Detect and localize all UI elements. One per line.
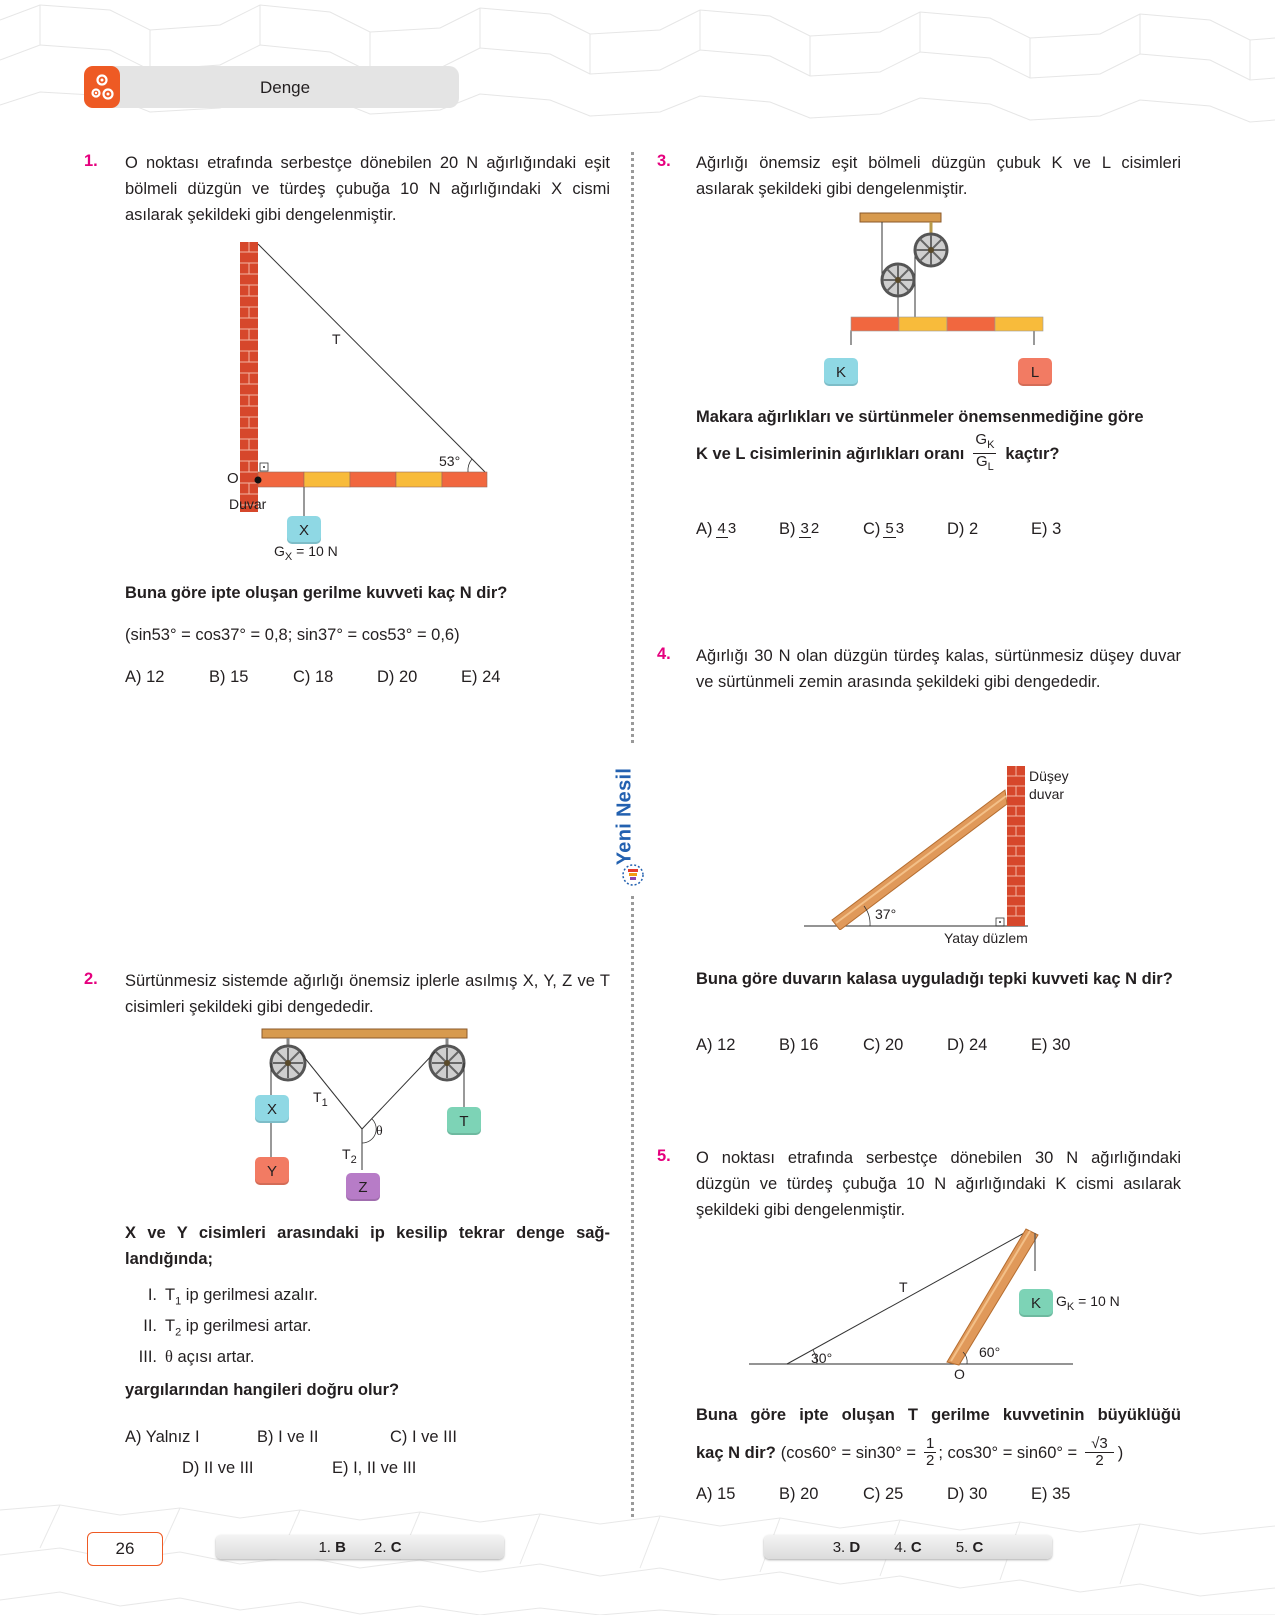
plank	[832, 790, 1007, 930]
q5-option-e[interactable]: E) 35	[1031, 1485, 1071, 1503]
q5-option-b[interactable]: B) 20	[779, 1485, 819, 1503]
box-z: Z	[346, 1173, 380, 1201]
q4-floor-label: Yatay düzlem	[944, 930, 1028, 946]
q2-options-row1	[125, 1428, 457, 1447]
pulley-right	[430, 1038, 464, 1080]
q5-text: O noktası etrafında serbestçe dönebilen 30 N ağırlığındaki düzgün ve türdeş çubuğa 10 N ağırlığındaki K cismi asılarak şekildeki gibi dengelenmiştir.	[696, 1149, 1181, 1219]
answer-4: 4. C	[894, 1538, 922, 1556]
q4-text: Ağırlığı 30 N olan düzgün türdeş kalas, sürtünmesiz düşey duvar ve sürtünmeli zemin arasında şekildeki gibi dengededir.	[696, 647, 1181, 691]
q4-option-d[interactable]: D) 24	[947, 1036, 988, 1054]
q3-question-line1: Makara ağırlıkları ve sürtünmeler önemsenmediğine göre	[696, 408, 1144, 426]
q4-wall-label-1: Düşey	[1029, 768, 1069, 784]
answer-2: 2. C	[374, 1538, 402, 1556]
hex-pattern-bottom	[0, 1480, 1275, 1615]
q3-option-e[interactable]: E) 3	[1031, 520, 1062, 538]
q1-pivot-label: O	[227, 470, 239, 487]
q3-rod	[851, 317, 1043, 331]
q4-wall-label-2: duvar	[1029, 786, 1065, 802]
answer-5: 5. C	[955, 1538, 984, 1556]
q3-text: Ağırlığı önemsiz eşit bölmeli düzgün çubuk K ve L cisimleri asılarak şekildeki gibi dengelenmiştir.	[696, 154, 1181, 198]
q2-option-c[interactable]: C) I ve III	[390, 1428, 457, 1446]
brick-wall	[240, 242, 258, 512]
q4-figure	[800, 760, 1030, 930]
q1-rope	[258, 244, 485, 472]
q2-option-b[interactable]: B) I ve II	[257, 1428, 319, 1446]
q1-rope-label: T	[332, 331, 341, 347]
q2-option-e[interactable]: E) I, II ve III	[332, 1459, 417, 1477]
q1-weight-label: $G_X = 10$ N	[274, 543, 338, 563]
q2-question: X ve Y cisimleri arasındaki ip kesilip tekrar denge sağ- landığında;	[125, 1224, 610, 1268]
q1-option-e[interactable]: E) 24	[461, 668, 501, 686]
q1-option-c[interactable]: C) 18	[293, 668, 334, 686]
box-x: X	[287, 516, 321, 544]
box-k: K	[1019, 1289, 1053, 1317]
q2-statements	[125, 1282, 318, 1375]
q2-statement-3: III. θ açısı artar.	[138, 1347, 255, 1366]
ratio-gk-gl: $\frac{G_K}{G_L}$	[975, 431, 995, 473]
q1-text: O noktası etrafında serbestçe dönebilen 20 N ağırlığındaki eşit bölmeli düzgün ve türdeş çubuğa 10 N ağırlığındaki X cismi asılarak şekildeki gibi dengelenmiştir.	[125, 154, 610, 224]
q2-t1-label: $T_1$	[313, 1089, 328, 1109]
q2-number: 2.	[84, 970, 98, 988]
q3-option-a[interactable]: A) 4 3	[696, 520, 737, 538]
q3-question-line2: K ve L cisimlerinin ağırlıkları oranı $\frac{G_K}{G_L}$ kaçtır?	[696, 431, 1060, 473]
q4-question: Buna göre duvarın kalasa uyguladığı tepki kuvveti kaç N dir?	[696, 970, 1173, 988]
pulley-fixed	[915, 234, 947, 266]
q5-question-line2: kaç N dir? (cos60° = sin30° = $\frac{1}{2}$ ; cos30° = sin60° = $\frac{√3}{2}$ )	[696, 1435, 1124, 1469]
box-x: X	[255, 1095, 289, 1123]
ceiling-beam	[262, 1029, 467, 1038]
q1-angle-label: 53°	[439, 453, 461, 469]
q2-theta-label: θ	[376, 1124, 383, 1139]
q1-options	[125, 668, 500, 687]
q2-options-row2	[182, 1459, 416, 1478]
q5-angle-right: 60°	[979, 1344, 1001, 1360]
q5-options	[696, 1485, 1070, 1504]
pivot-point	[255, 477, 262, 484]
page-number: 26	[87, 1532, 163, 1566]
q4-number: 4.	[657, 645, 671, 663]
q1-option-a[interactable]: A) 12	[125, 668, 165, 686]
gears-icon	[84, 66, 120, 108]
q5-option-c[interactable]: C) 25	[863, 1485, 904, 1503]
q4-angle-label: 37°	[875, 906, 897, 922]
q2-t2-label: $T_2$	[342, 1146, 357, 1166]
q5-number: 5.	[657, 1147, 671, 1165]
brand-emblem-icon	[621, 863, 645, 887]
pulley-left	[271, 1038, 305, 1080]
q1-hint: (sin53° = cos37° = 0,8; sin37° = cos53° = 0,6)	[125, 626, 460, 644]
q2-text: Sürtünmesiz sistemde ağırlığı önemsiz iplerle asılmış X, Y, Z ve T cisimleri şekildeki gibi dengededir.	[125, 972, 610, 1016]
brand-logo	[613, 745, 648, 895]
box-t: T	[447, 1107, 481, 1135]
q1-number: 1.	[84, 152, 98, 170]
q4-option-a[interactable]: A) 12	[696, 1036, 736, 1054]
q2-option-a[interactable]: A) Yalnız I	[125, 1428, 200, 1446]
q5-option-a[interactable]: A) 15	[696, 1485, 736, 1503]
q4-option-c[interactable]: C) 20	[863, 1036, 904, 1054]
q3-options	[696, 520, 1061, 539]
answer-key-right	[764, 1535, 1052, 1559]
q1-option-d[interactable]: D) 20	[377, 668, 418, 686]
q4-options	[696, 1036, 1070, 1055]
answer-key-left	[216, 1535, 504, 1559]
box-l: L	[1018, 358, 1052, 386]
q5-question-line1: Buna göre ipte oluşan T gerilme kuvvetinin büyüklüğü	[696, 1406, 1181, 1424]
q5-angle-left: 30°	[811, 1350, 833, 1366]
q2-statement-1: I. $T_1$ ip gerilmesi azalır.	[147, 1286, 318, 1308]
q3-option-b[interactable]: B) 3 2	[779, 520, 820, 538]
q1-option-b[interactable]: B) 15	[209, 668, 249, 686]
q1-question: Buna göre ipte oluşan gerilme kuvveti kaç N dir?	[125, 584, 508, 602]
q3-number: 3.	[657, 152, 671, 170]
section-title: Denge	[260, 78, 311, 97]
q5-option-d[interactable]: D) 30	[947, 1485, 988, 1503]
q5-weight-label: $G_K = 10$ N	[1056, 1293, 1120, 1313]
q3-option-d[interactable]: D) 2	[947, 520, 979, 538]
q4-option-b[interactable]: B) 16	[779, 1036, 819, 1054]
brand-text: Yeni Nesil	[613, 767, 636, 866]
q1-figure	[210, 235, 510, 565]
q1-wall-label: Duvar	[229, 496, 267, 512]
q2-statement-2: II. $T_2$ ip gerilmesi artar.	[143, 1317, 312, 1339]
brick-wall	[1007, 766, 1025, 926]
box-y: Y	[255, 1157, 289, 1185]
q5-pivot-label: O	[954, 1366, 965, 1382]
ceiling-beam	[860, 213, 941, 222]
q5-rope-label: T	[899, 1279, 908, 1295]
q3-option-c[interactable]: C) 5 3	[863, 520, 905, 538]
q2-closing: yargılarından hangileri doğru olur?	[125, 1381, 400, 1399]
q2-option-d[interactable]: D) II ve III	[182, 1459, 254, 1477]
q3-figure	[835, 205, 1045, 345]
answer-1: 1. B	[318, 1538, 346, 1556]
q4-option-e[interactable]: E) 30	[1031, 1036, 1071, 1054]
box-k: K	[824, 358, 858, 386]
q1-rod	[258, 472, 487, 487]
pulley-movable	[882, 264, 914, 296]
answer-3: 3. D	[832, 1538, 861, 1556]
